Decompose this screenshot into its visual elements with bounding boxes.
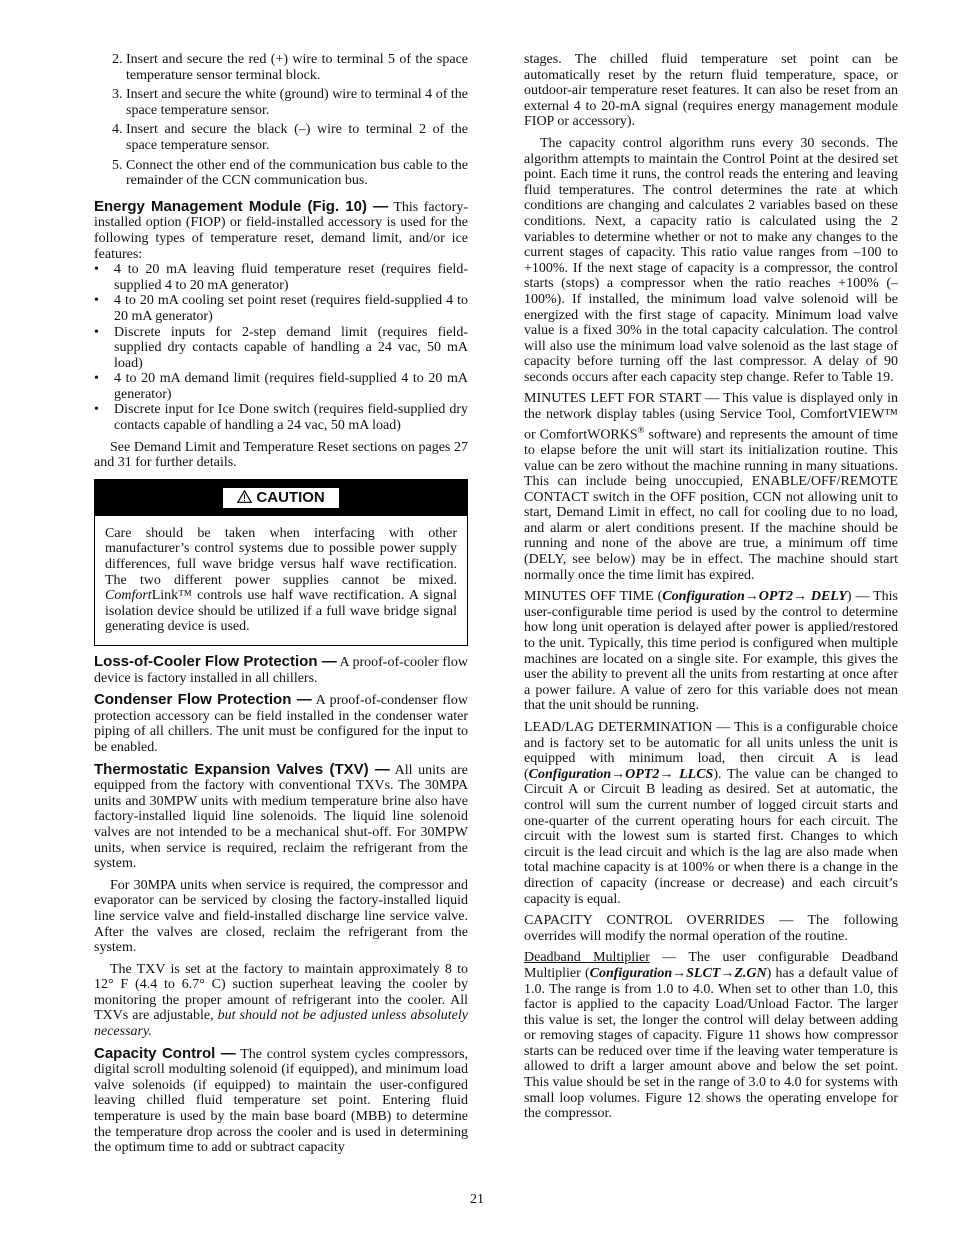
lead-lag-path: Configuration→OPT2→ LLCS [528,766,714,782]
txv-p3-italic: but should not be adjusted unless absolutely necessary. [94,1008,468,1040]
capacity-control-paragraph [94,1046,468,1156]
txv-p3-text: The TXV is set at the factory to maintain approximately 8 to 12° F (4.4 to 6.7° C) suction superheat leaving the cooler by monitoring the proper amount of refrigerant into the cooler. All TXVs are adjustable, [94,961,468,1024]
right-column [524,52,898,1128]
condenser-flow-text: A proof-of-condenser flow protection accessory can be field installed in the condenser water piping of all chillers. The unit must be configured for the input to be enabled. [94,693,469,755]
emm-see-paragraph: See Demand Limit and Temperature Reset sections on pages 27 and 31 for further details. [94,439,468,471]
left-column [94,52,468,1162]
list-item: • Discrete inputs for 2-step demand limit (requires field-supplied dry contacts capable of handling a 24 vac, 50 mA load) [114,325,468,372]
minutes-off-path: Configuration→OPT2→ DELY [662,589,847,605]
caution-text-b: Link™ controls use half wave rectification. A signal isolation device should be utilized if a full wave bridge signal generating device is used. [105,588,457,635]
minutes-off-text-b: ) — This user-configurable time period is used by the control to determine how long unit operation is delayed after power is applied/restored to the unit. Typically, this time period is configured when multiple machines are located on a single site. For example, this gives the user the ability to prevent all the units from restarting at once after a power failure. A value of zero for this variable does not mean that the unit should be running. [524,589,898,714]
emm-paragraph [94,199,468,262]
condenser-flow-paragraph [94,692,468,755]
deadband-text-a: — The user configurable Deadband Multiplier ( [524,950,898,981]
lead-lag-text-b: ). The value can be changed to Circuit A or Circuit B leading as desired. Set at automatic, the control will sum the current number of logged circuit starts and one-quarter of the current operating hours for each circuit. The circuit with the lowest sum is started first. Changes to which circuit is the lead circuit and which is the lag are also made when total machine capacity is at 100% or when there is a change in the direction of capacity (increase or decrease) and each circuit’s capacity is equal. [524,766,898,907]
lead-lag-paragraph [524,720,898,907]
txv-heading: Thermostatic Expansion Valves (TXV) — [94,760,390,778]
emm-text: This factory-installed option (FIOP) or field-installed accessory is used for the following types of temperature reset, demand limit, and/or ice features: [94,199,468,262]
txv-paragraph-2: For 30MPA units when service is required, the compressor and evaporator can be serviced by closing the factory-installed liquid line service valve and field-installed discharge line service valve. After the valves are closed, reclaim the refrigerant from the system. [94,877,468,956]
loss-of-cooler-paragraph [94,654,468,686]
lead-lag-text-a: LEAD/LAG DETERMINATION — This is a configurable choice and is factory set to be automatic for all units unless the unit is equipped with minimum load, then circuit A is lead ( [524,720,898,782]
emm-heading: Energy Management Module (Fig. 10) — [94,197,389,215]
caution-text-a: Care should be taken when interfacing with other manufacturer’s control systems due to possible power supply differences, full wave bridge versus half wave rectification. The two different power supplies cannot be mixed. [105,525,457,588]
deadband-label: Deadband Multiplier [524,950,650,966]
list-item: 4. Insert and secure the black (–) wire to terminal 2 of the space temperature sensor. [126,122,468,153]
minutes-left-paragraph [524,391,898,583]
list-item: • 4 to 20 mA cooling set point reset (requires field-supplied 4 to 20 mA generator) [114,293,468,324]
list-item: • Discrete input for Ice Done switch (requires field-supplied dry contacts capable of handling a 24 vac, 50 mA load) [114,402,468,433]
registered-mark: ® [637,424,645,435]
condenser-flow-heading: Condenser Flow Protection — [94,691,312,709]
capacity-overrides-paragraph: CAPACITY CONTROL OVERRIDES — The following overrides will modify the normal operation of the routine. [524,913,898,944]
caution-label [223,488,339,508]
list-item: • 4 to 20 mA demand limit (requires field-supplied 4 to 20 mA generator) [114,371,468,402]
loss-of-cooler-text: A proof-of-cooler flow device is factory installed in all chillers. [94,655,468,686]
page-number: 21 [470,1192,484,1207]
list-item: 5. Connect the other end of the communication bus cable to the remainder of the CCN communication bus. [126,158,468,189]
txv-paragraph [94,762,468,872]
wiring-steps-list [94,52,468,189]
deadband-paragraph [524,950,898,1122]
txv-paragraph-3 [94,962,468,1040]
algorithm-paragraph: The capacity control algorithm runs every 30 seconds. The algorithm attempts to maintain the Control Point at the desired set point. Each time it runs, the control reads the entering and leaving fluid temperatures. The control determines the rate at which conditions are changing and calculates 2 variables based on these conditions. Next, a capacity ratio is calculated using the 2 variables to determine whether or not to make any changes to the current stages of capacity. This ratio value ranges from –100 to +100%. If the next stage of capacity is a compressor, the control starts (stops) a compressor when the ratio reaches +100% (–100%). If installed, the minimum load valve solenoid will be energized with the first stage of capacity. Minimum load valve value is a fixed 30% in the total capacity calculation. The control will also use the minimum load valve solenoid as the last stage of capacity before turning off the last compressor. A delay of 90 seconds occurs after each capacity step change. Refer to Table 19. [524,135,898,385]
warning-triangle-icon [237,490,252,503]
minutes-off-text-a: MINUTES OFF TIME ( [524,589,663,605]
deadband-path: Configuration→SLCT→Z.GN [589,965,767,981]
caution-title: CAUTION [256,489,325,507]
capacity-control-heading: Capacity Control — [94,1044,236,1062]
caution-box [94,479,468,646]
minutes-off-paragraph [524,589,898,714]
list-item: 3. Insert and secure the white (ground) wire to terminal 4 of the space temperature sensor. [126,87,468,118]
minutes-left-text-a: MINUTES LEFT FOR START — This value is displayed only in the network display tables (using Service Tool, ComfortVIEW™ or ComfortWORKS [524,391,898,443]
txv-text: All units are equipped from the factory with conventional TXVs. The 30MPA units and 30MPW units with medium temperature brine also have factory-installed liquid line solenoids. The liquid line solenoid valves are not intended to be a mechanical shut-off. For 30MPW units, when service is required, reclaim the refrigerant from the system. [94,762,468,872]
capacity-stages-paragraph: stages. The chilled fluid temperature set point can be automatically reset by the return fluid temperature, space, or outdoor-air temperature reset features. It can also be reset from an external 4 to 20-mA signal (requires energy management module FIOP or accessory). [524,52,898,130]
caution-header [95,480,467,516]
list-item: 2. Insert and secure the red (+) wire to terminal 5 of the space temperature sensor terminal block. [126,52,468,83]
emm-bullet-list [94,262,468,434]
caution-text [95,516,467,645]
loss-of-cooler-heading: Loss-of-Cooler Flow Protection — [94,653,337,670]
deadband-text-b: ) has a default value of 1.0. The range is from 1.0 to 4.0. When set to other than 1.0, this factor is applied to the capacity Load/Unload Factor. The larger this value is set, the longer the control will delay between adding or removing stages of capacity. Figure 11 shows how compressor starts can be reduced over time if the leaving water temperature is allowed to drift a larger amount above and below the set point. This value should be set in the range of 3.0 to 4.0 for systems with small loop volumes. Figure 12 shows the operating envelope for the compressor. [524,965,899,1122]
caution-comfort: Comfort [105,588,152,604]
capacity-control-text: The control system cycles compressors, digital scroll modulting solenoid (if equipped), and minimum load valve solenoids (if equipped) to maintain the user-configured leaving chilled fluid temperature set point. Entering fluid temperature is used by the main base board (MBB) to determine the temperature drop across the cooler and is used in determining the optimum time to add or subtract capacity [94,1046,469,1156]
list-item: • 4 to 20 mA leaving fluid temperature reset (requires field-supplied 4 to 20 mA generator) [114,262,468,293]
minutes-left-text-b: software) and represents the amount of time to elapse before the unit will start its initialization routine. This value can be zero without the machine running in many situations. This can include being unoccupied, ENABLE/OFF/REMOTE CONTACT switch in the OFF position, CCN not allowing unit to start, Demand Limit in effect, no call for cooling due to no load, and alarm or alert conditions present. If the machine should be running and none of the above are true, a minimum off time (DELY, see below) may be in effect. The machine should start normally once the time limit has expired. [524,427,898,583]
